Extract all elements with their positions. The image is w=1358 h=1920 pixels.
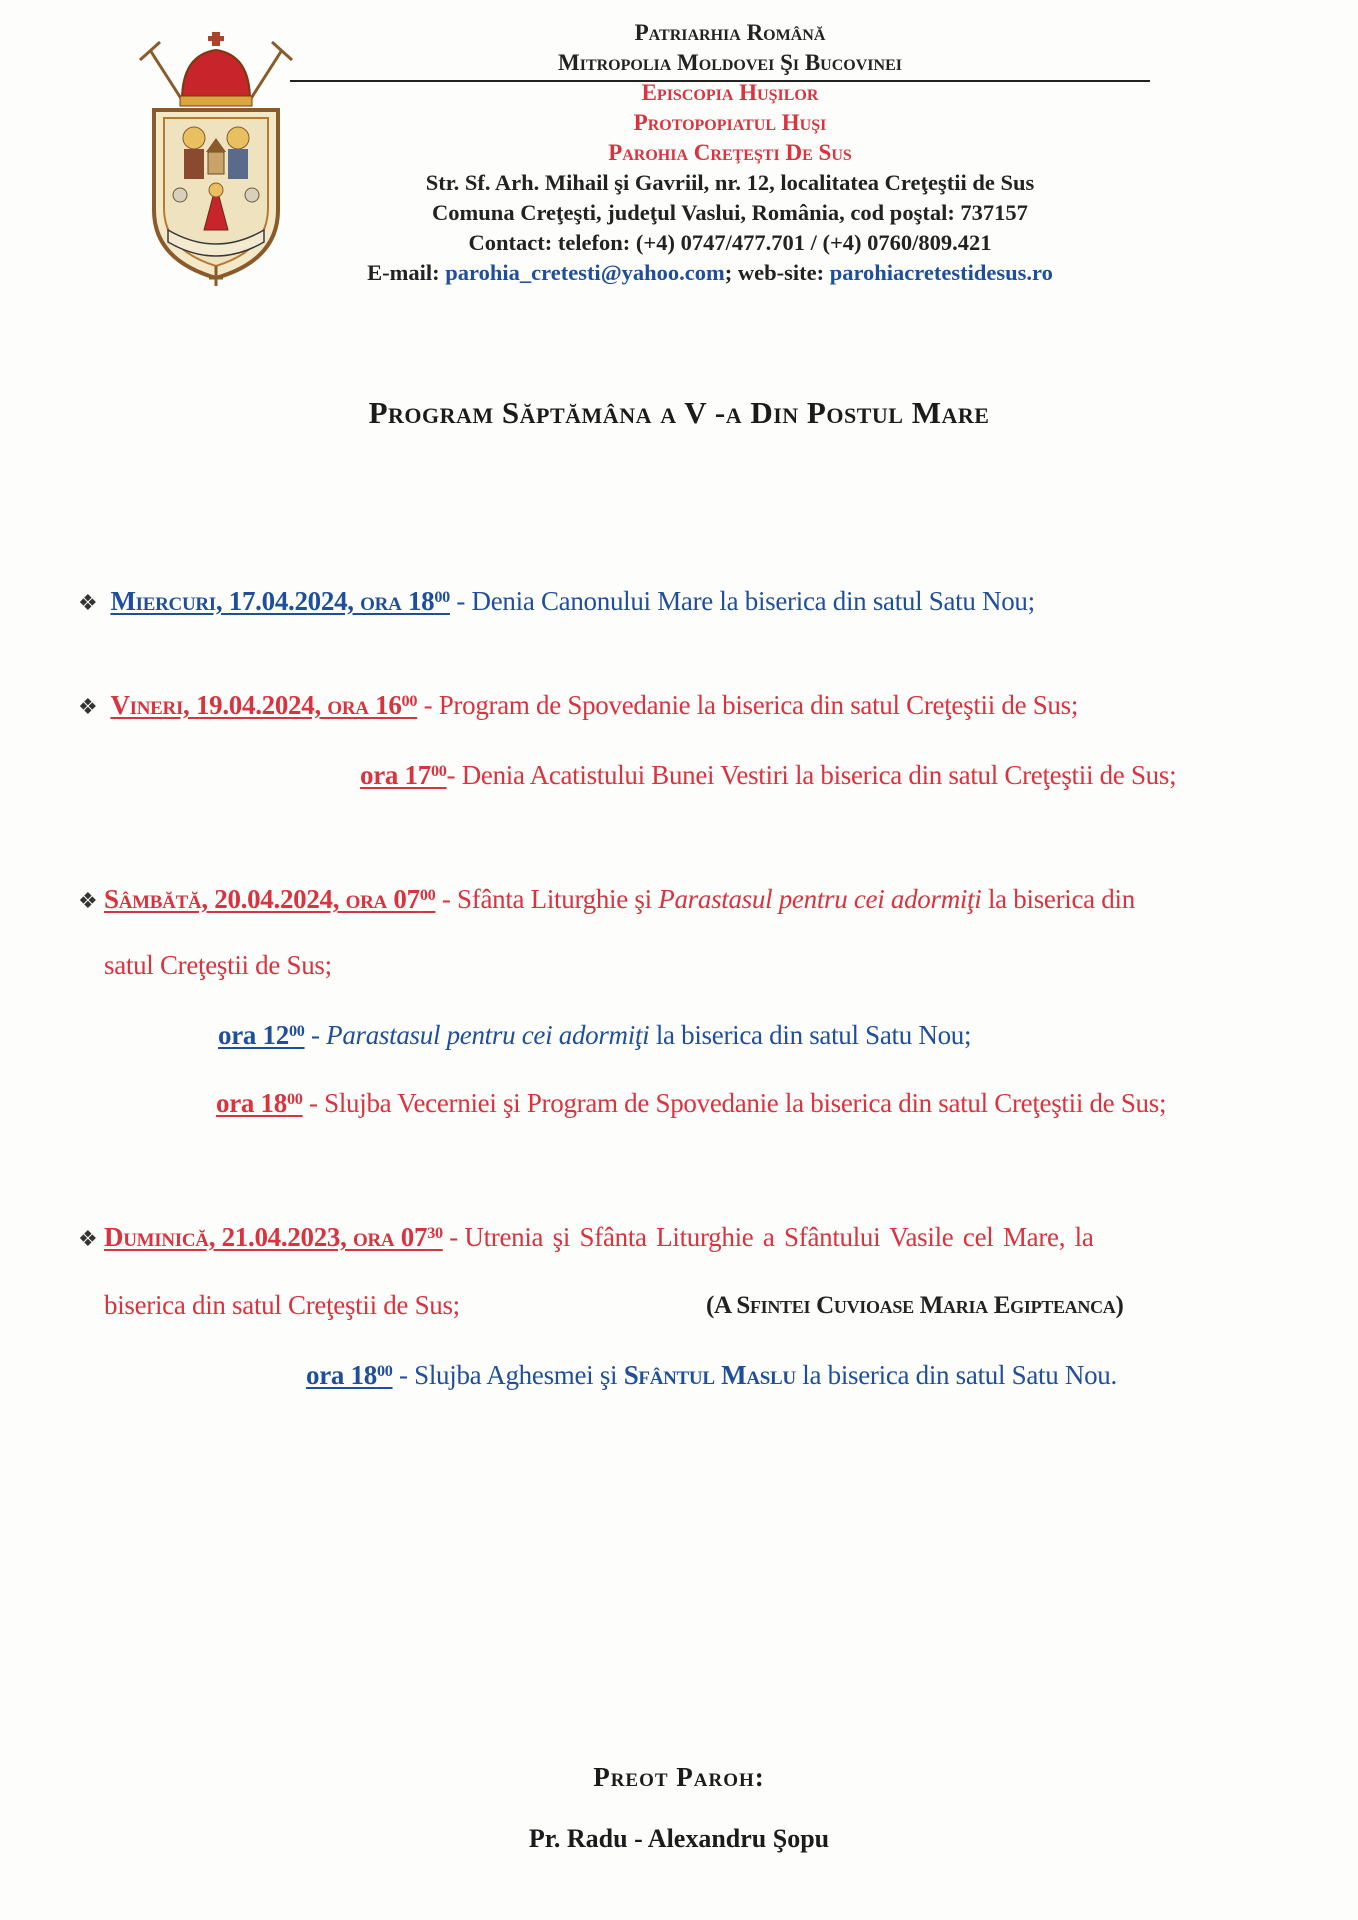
schedule-time: ora $18^{00}$ [216, 1088, 303, 1118]
header-commune: Comuna Creţeşti, judeţul Vaslui, România, cod poştal: 737157 [432, 200, 1028, 225]
schedule-item-sunday [78, 1222, 1094, 1253]
schedule-item-saturday-3 [216, 1088, 1166, 1119]
web-label: ; web-site: [724, 260, 825, 285]
schedule-time: ora $17^{00}$ [360, 760, 447, 790]
schedule-date: Vineri, 19.04.2024, ora $16^{00}$ [110, 690, 418, 720]
email-label: E-mail: [367, 260, 440, 285]
separator: - [302, 1088, 325, 1118]
schedule-item-saturday-2 [218, 1020, 971, 1051]
email-link[interactable]: parohia_cretesti@yahoo.com [445, 260, 725, 285]
separator: - [442, 1222, 465, 1252]
bullet-icon: ❖ [78, 888, 98, 913]
header-protopopiat: Protopopiatul Huşi [633, 110, 827, 135]
schedule-time: ora $12^{00}$ [218, 1020, 305, 1050]
feast-name: (A Sfintei Cuvioase Maria Egipteanca) [706, 1292, 1124, 1319]
header-metropolis: Mitropolia Moldovei Şi Bucovinei [558, 50, 902, 75]
schedule-text: Program de Spovedanie la biserica din satul Creţeştii de Sus; [438, 690, 1079, 720]
header-episcopate: Episcopia Huşilor [641, 80, 819, 105]
header-online [250, 258, 1170, 288]
bullet-icon: ❖ [78, 590, 98, 615]
header-patriarchate: Patriarhia Română [634, 20, 826, 45]
separator: - [304, 1020, 327, 1050]
page-title: Program Săptămâna a V -a Din Postul Mare [368, 395, 990, 430]
schedule-text-bold: Sfântul Maslu [623, 1360, 796, 1390]
schedule-item-sunday-2 [306, 1360, 1117, 1391]
schedule-item-wednesday [78, 586, 1035, 617]
crest-icon [132, 30, 300, 288]
schedule-date: Miercuri, 17.04.2024, ora $18^{00}$ [110, 586, 450, 616]
schedule-item-saturday-cont: satul Creţeştii de Sus; [104, 950, 332, 980]
schedule-time: ora $18^{00}$ [306, 1360, 393, 1390]
schedule-item-friday [78, 690, 1078, 721]
schedule-date: Duminică, 21.04.2023, ora $07^{30}$ [104, 1222, 443, 1252]
schedule-text: Slujba Aghesmei şi [414, 1360, 624, 1390]
schedule-item-friday-2 [360, 760, 1176, 791]
header-contact: Contact: telefon: (+4) 0747/477.701 / (+4) 0760/809.421 [468, 230, 992, 255]
schedule-item-saturday [78, 884, 1135, 915]
letterhead [290, 18, 1170, 288]
schedule-text: Denia Canonului Mare la biserica din satul Satu Nou; [471, 586, 1035, 616]
schedule-text-italic: Parastasul pentru cei adormiţi [658, 884, 982, 914]
separator: - [392, 1360, 415, 1390]
bullet-icon: ❖ [78, 694, 98, 719]
schedule-text: Sfânta Liturghie şi [457, 884, 659, 914]
schedule-text: la biserica din satul Satu Nou. [795, 1360, 1117, 1390]
website-link[interactable]: parohiacretestidesus.ro [829, 260, 1053, 285]
schedule-text: la biserica din [981, 884, 1135, 914]
schedule-text: Slujba Vecerniei şi Program de Spovedanie la biserica din satul Creţeştii de Sus; [324, 1088, 1167, 1118]
header-address: Str. Sf. Arh. Mihail şi Gavriil, nr. 12, localitatea Creţeştii de Sus [425, 170, 1035, 195]
schedule-date: Sâmbătă, 20.04.2024, ora $07^{00}$ [104, 884, 436, 914]
separator: - [417, 690, 439, 720]
separator: - [446, 760, 462, 790]
signature-role: Preot Paroh: [593, 1762, 765, 1792]
schedule-text: Utrenia şi Sfânta Liturghie a Sfântului Vasile cel Mare, la [464, 1222, 1094, 1252]
header-divider [290, 80, 1150, 82]
bullet-icon: ❖ [78, 1226, 98, 1251]
schedule-text: la biserica din satul Satu Nou; [649, 1020, 972, 1050]
schedule-text: Denia Acatistului Bunei Vestiri la biserica din satul Creţeştii de Sus; [461, 760, 1177, 790]
separator: - [449, 586, 472, 616]
separator: - [435, 884, 458, 914]
signature-name: Pr. Radu - Alexandru Şopu [528, 1824, 830, 1853]
schedule-item-sunday-cont: biserica din satul Creţeştii de Sus; [104, 1290, 460, 1320]
header-parish: Parohia Creţeşti De Sus [608, 140, 852, 165]
schedule-text-italic: Parastasul pentru cei adormiţi [326, 1020, 650, 1050]
